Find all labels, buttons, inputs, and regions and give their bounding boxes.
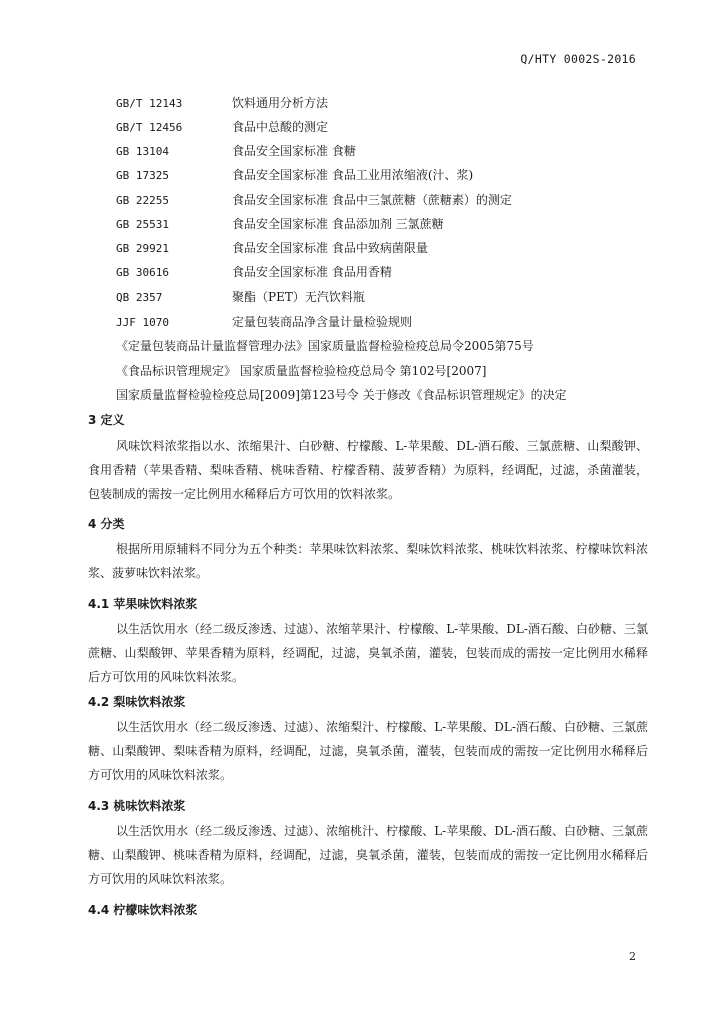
standard-title: 饮料通用分析方法 (232, 96, 329, 110)
regulation-line: 国家质量监督检验检疫总局[2009]第123号令 关于修改《食品标识管理规定》的决定 (116, 388, 567, 402)
standard-title: 食品安全国家标准 食品工业用浓缩液(汁、浆) (232, 168, 474, 182)
standard-title: 食品安全国家标准 食品用香精 (232, 265, 392, 279)
standard-code: GB 13104 (116, 145, 169, 158)
standard-row (116, 120, 328, 135)
standard-code: GB/T 12143 (116, 97, 183, 110)
standard-row (116, 193, 512, 208)
standard-code: GB 17325 (116, 169, 169, 182)
standard-code: GB 30616 (116, 266, 169, 279)
document-code: Q/HTY 0002S-2016 (520, 52, 636, 66)
regulation-line: 《食品标识管理规定》 国家质量监督检验检疫总局令 第102号[2007] (116, 364, 487, 378)
standard-title: 食品安全国家标准 食品中三氯蔗糖（蔗糖素）的测定 (232, 193, 512, 207)
subsection-heading-peach: 4.3 桃味饮料浓浆 (88, 799, 186, 813)
subsection-paragraph-apple: 以生活饮用水（经二级反渗透、过滤）、浓缩苹果汁、柠檬酸、L-苹果酸、DL-酒石酸、白砂糖、三氯蔗糖、山梨酸钾、苹果香精为原料，经调配，过滤，臭氧杀菌，灌装，包装而成的需按一定比例用水稀释后方可饮用的风味饮料浓浆。 (88, 622, 648, 684)
subsection-paragraph-pear: 以生活饮用水（经二级反渗透、过滤）、浓缩梨汁、柠檬酸、L-苹果酸、DL-酒石酸、白砂糖、三氯蔗糖、山梨酸钾、梨味香精为原料，经调配，过滤，臭氧杀菌，灌装，包装而成的需按一定比例用水稀释后方可饮用的风味饮料浓浆。 (88, 720, 648, 782)
section-heading-classification: 4 分类 (88, 517, 125, 531)
definition-paragraph: 风味饮料浓浆指以水、浓缩果汁、白砂糖、柠檬酸、L-苹果酸、DL-酒石酸、三氯蔗糖、山梨酸钾、食用香精（苹果香精、梨味香精、桃味香精、柠檬香精、菠萝香精）为原料，经调配，过滤，杀菌灌装，包装制成的需按一定比例用水稀释后方可饮用的饮料浓浆。 (88, 439, 648, 501)
standard-row (116, 144, 356, 159)
classification-paragraph: 根据所用原辅料不同分为五个种类：苹果味饮料浓浆、梨味饮料浓浆、桃味饮料浓浆、柠檬味饮料浓浆、菠萝味饮料浓浆。 (88, 542, 648, 580)
standard-code: QB 2357 (116, 291, 163, 304)
standard-title: 食品安全国家标准 食糖 (232, 144, 356, 158)
subsection-heading-lemon: 4.4 柠檬味饮料浓浆 (88, 903, 198, 917)
standard-code: GB 25531 (116, 218, 169, 231)
standard-code: GB 29921 (116, 242, 169, 255)
standard-title: 食品安全国家标准 食品添加剂 三氯蔗糖 (232, 217, 444, 231)
subsection-paragraph-peach: 以生活饮用水（经二级反渗透、过滤）、浓缩桃汁、柠檬酸、L-苹果酸、DL-酒石酸、白砂糖、三氯蔗糖、山梨酸钾、桃味香精为原料，经调配，过滤，臭氧杀菌，灌装，包装而成的需按一定比例用水稀释后方可饮用的风味饮料浓浆。 (88, 824, 648, 886)
regulation-line: 《定量包装商品计量监督管理办法》国家质量监督检验检疫总局令2005第75号 (116, 339, 534, 353)
standard-code: GB/T 12456 (116, 121, 183, 134)
standard-title: 食品安全国家标准 食品中致病菌限量 (232, 241, 428, 255)
standard-row (116, 217, 444, 232)
subsection-heading-pear: 4.2 梨味饮料浓浆 (88, 695, 186, 709)
standard-row (116, 168, 473, 183)
standard-code: GB 22255 (116, 194, 169, 207)
standard-row (116, 265, 392, 280)
standard-code: JJF 1070 (116, 316, 169, 329)
page-number: 2 (629, 950, 636, 963)
subsection-heading-apple: 4.1 苹果味饮料浓浆 (88, 597, 198, 611)
standard-row (116, 241, 428, 256)
section-heading-definition: 3 定义 (88, 413, 125, 427)
standard-row (116, 315, 412, 330)
standard-title: 聚酯（PET）无汽饮料瓶 (232, 290, 365, 304)
standard-row (116, 290, 365, 305)
standard-title: 食品中总酸的测定 (232, 120, 329, 134)
standard-title: 定量包装商品净含量计量检验规则 (232, 315, 413, 329)
standard-row (116, 96, 328, 111)
